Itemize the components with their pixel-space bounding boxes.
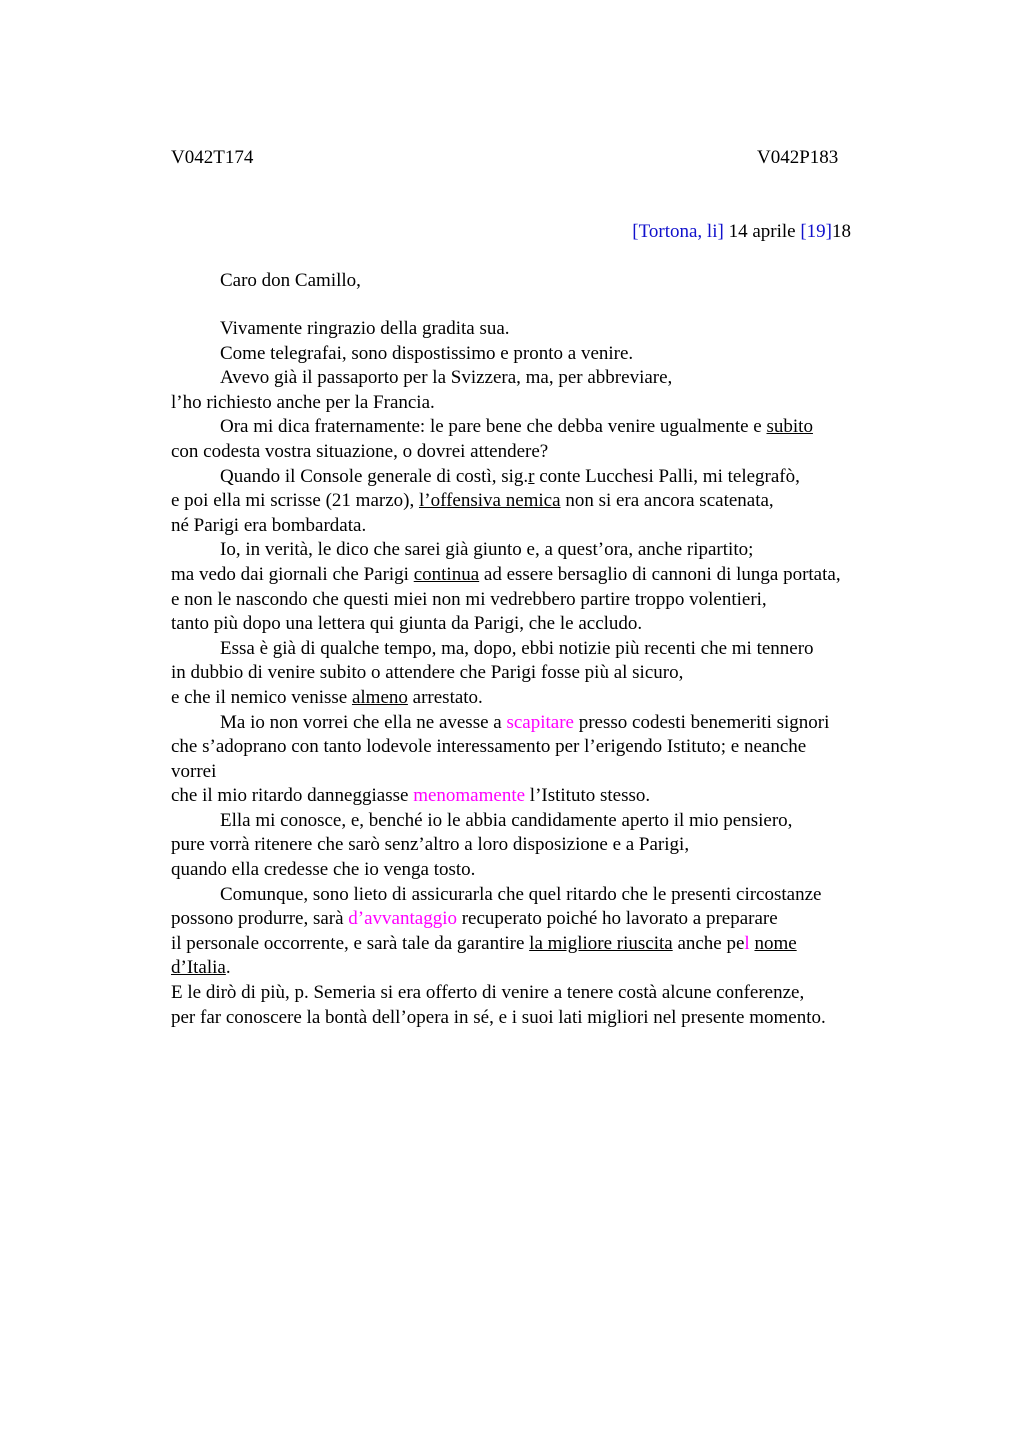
body-line — [171, 784, 911, 809]
underlined-word: almeno — [351, 686, 408, 708]
year-bracket-close: ] — [825, 221, 832, 242]
underlined-word: d’Italia — [171, 957, 226, 979]
highlighted-word: d’avvantaggio — [348, 908, 457, 930]
body-line: quando ella credesse che io venga tosto. — [171, 859, 476, 881]
underlined-phrase: l’offensiva nemica — [418, 490, 561, 512]
body-line — [171, 686, 911, 711]
salutation: Caro don Camillo, — [220, 270, 361, 291]
date-bracket-open: [ — [632, 221, 639, 242]
body-line: in dubbio di venire subito o attendere che Parigi fosse più al sicuro, — [171, 662, 684, 684]
body-line: per far conoscere la bontà dell’opera in sé, e i suoi lati migliori nel presente momento. — [171, 1006, 826, 1028]
body-line — [171, 711, 911, 736]
body-line — [171, 489, 911, 514]
text-segment: che il mio ritardo danneggiasse — [171, 785, 414, 807]
year-suffix: 18 — [832, 221, 851, 242]
text-segment: presso codesti benemeriti signori — [573, 711, 830, 733]
body-line — [171, 563, 911, 588]
body-line: Ella mi conosce, e, benché io le abbia candidamente aperto il mio pensiero, — [220, 809, 793, 831]
text-segment: recuperato poiché ho lavorato a preparare — [456, 908, 778, 930]
highlighted-word: scapitare — [506, 711, 574, 733]
body-line: tanto più dopo una lettera qui giunta da Parigi, che le accludo. — [171, 613, 643, 635]
text-segment: . — [225, 957, 231, 979]
underlined-word: continua — [413, 563, 480, 585]
text-segment: Ma io non vorrei che ella ne avesse a — [220, 711, 507, 733]
body-line: l’ho richiesto anche per la Francia. — [171, 391, 435, 413]
body-line: con codesta vostra situazione, o dovrei attendere? — [171, 440, 549, 462]
body-line — [171, 907, 911, 932]
underlined-word: nome — [754, 932, 797, 954]
body-line: Io, in verità, le dico che sarei già giunto e, a quest’ora, anche ripartito; — [220, 539, 754, 561]
document-code-left: V042T174 — [171, 147, 254, 168]
text-segment: non si era ancora scatenata, — [560, 490, 774, 512]
year-bracket-open: [ — [800, 221, 807, 242]
body-line — [171, 956, 911, 981]
text-segment: arrestato. — [407, 686, 483, 708]
text-segment: e poi ella mi scrisse (21 marzo), — [171, 490, 419, 512]
underlined-phrase: la migliore riuscita — [529, 932, 673, 954]
body-line: Vivamente ringrazio della gradita sua. — [220, 318, 510, 339]
body-line: Comunque, sono lieto di assicurarla che quel ritardo che le presenti circostanze — [220, 883, 822, 905]
body-line: né Parigi era bombardata. — [171, 514, 367, 536]
body-line: Essa è già di qualche tempo, ma, dopo, ebbi notizie più recenti che mi tennero — [220, 637, 814, 659]
body-line: Come telegrafai, sono dispostissimo e pronto a venire. — [220, 342, 634, 364]
body-line: che s’adoprano con tanto lodevole interessamento per l’erigendo Istituto; e neanche — [171, 736, 807, 758]
text-segment: anche pe — [672, 932, 745, 954]
text-segment: Quando il Console generale di costì, sig. — [220, 465, 529, 487]
text-segment: Ora mi dica fraternamente: le pare bene che debba venire ugualmente e — [220, 416, 767, 438]
text-segment: il personale occorrente, e sarà tale da garantire — [171, 932, 530, 954]
page-code-right: V042P183 — [757, 147, 839, 168]
date-place: Tortona, li — [638, 221, 718, 242]
underlined-word: subito — [766, 416, 813, 438]
body-line: e non le nascondo che questi miei non mi vedrebbero partire troppo volentieri, — [171, 588, 767, 610]
date-bracket-close: ] — [717, 221, 724, 242]
text-segment: possono produrre, sarà — [171, 908, 349, 930]
text-segment: ad essere bersaglio di cannoni di lunga portata, — [479, 563, 841, 585]
text-segment: e che il nemico venisse — [171, 686, 352, 708]
letter-body — [171, 317, 911, 1030]
underlined-word: r — [528, 465, 535, 487]
year-prefix: 19 — [806, 221, 826, 242]
highlighted-word: menomamente — [413, 785, 526, 807]
body-line — [171, 932, 911, 957]
body-line — [171, 465, 911, 490]
highlighted-letter: l — [744, 932, 750, 954]
body-line: pure vorrà ritenere che sarò senz’altro a loro disposizione e a Parigi, — [171, 834, 690, 856]
letter-date — [0, 221, 851, 243]
body-line — [171, 415, 911, 440]
text-segment: conte Lucchesi Palli, mi telegrafò, — [534, 465, 800, 487]
date-day-month: 14 aprile — [723, 221, 801, 242]
text-segment: l’Istituto stesso. — [525, 785, 651, 807]
body-line: Avevo già il passaporto per la Svizzera, ma, per abbreviare, — [220, 367, 673, 389]
body-line: E le dirò di più, p. Semeria si era offerto di venire a tenere costà alcune conferenze, — [171, 982, 805, 1004]
body-line: vorrei — [171, 760, 217, 782]
text-segment: ma vedo dai giornali che Parigi — [171, 563, 414, 585]
